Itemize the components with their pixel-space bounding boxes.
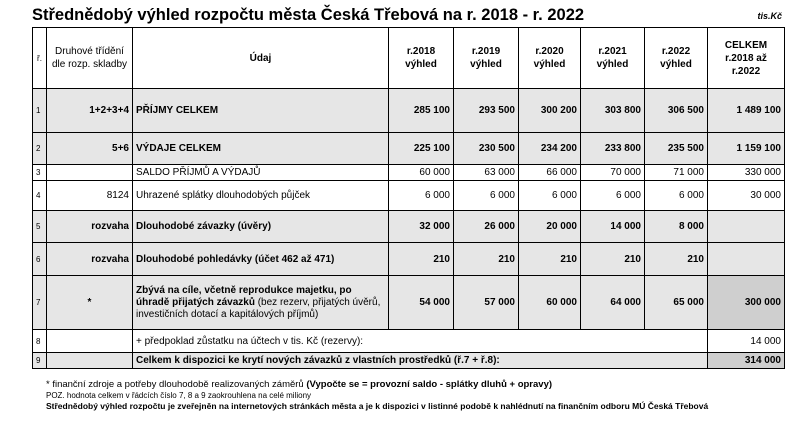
document-title: Střednědobý výhled rozpočtu města Česká Třebová na r. 2018 - r. 2022 xyxy=(32,6,585,24)
table-row xyxy=(33,181,785,211)
value-cell: 285 100 xyxy=(389,89,454,133)
value-cell: 26 000 xyxy=(454,211,519,243)
row-number: 3 xyxy=(33,165,47,181)
row-code: 1+2+3+4 xyxy=(47,89,133,133)
row-number: 2 xyxy=(33,133,47,165)
header-item: Údaj xyxy=(133,28,389,89)
budget-table xyxy=(32,27,785,369)
row-label-rest: (bez rezerv, přijatých úvěrů, investičních dotací a kapitálových příjmů) xyxy=(136,296,381,320)
header-year-2022: r.2022 výhled xyxy=(645,28,708,89)
value-cell: 6 000 xyxy=(454,181,519,211)
total-cell: 300 000 xyxy=(708,276,785,330)
value-cell: 235 500 xyxy=(645,133,708,165)
row-label: VÝDAJE CELKEM xyxy=(133,133,389,165)
footnote-rounding: POZ. hodnota celkem v řádcích číslo 7, 8 a 9 zaokrouhlena na celé miliony xyxy=(46,390,312,400)
value-cell: 306 500 xyxy=(645,89,708,133)
row-code xyxy=(47,165,133,181)
row-label xyxy=(133,276,389,330)
value-cell: 64 000 xyxy=(581,276,645,330)
value-cell: 63 000 xyxy=(454,165,519,181)
value-cell: 60 000 xyxy=(519,276,581,330)
row-number: 9 xyxy=(33,353,47,369)
table-row xyxy=(33,276,785,330)
row-label: + předpoklad zůstatku na účtech v tis. Kč (rezervy): xyxy=(133,330,708,353)
header-year-2019: r.2019 výhled xyxy=(454,28,519,89)
value-cell: 234 200 xyxy=(519,133,581,165)
footnote-funding xyxy=(46,380,708,391)
total-cell: 1 159 100 xyxy=(708,133,785,165)
footnote-funding-formula: (Vypočte se = provozní saldo - splátky dluhů + opravy) xyxy=(306,379,553,390)
table-row xyxy=(33,353,785,369)
table-row xyxy=(33,211,785,243)
value-cell: 6 000 xyxy=(581,181,645,211)
row-number: 8 xyxy=(33,330,47,353)
value-cell: 210 xyxy=(454,243,519,276)
value-cell: 32 000 xyxy=(389,211,454,243)
total-cell xyxy=(708,211,785,243)
header-year-2021: r.2021 výhled xyxy=(581,28,645,89)
value-cell: 230 500 xyxy=(454,133,519,165)
value-cell: 293 500 xyxy=(454,89,519,133)
value-cell: 57 000 xyxy=(454,276,519,330)
value-cell: 6 000 xyxy=(645,181,708,211)
total-cell: 314 000 xyxy=(708,353,785,369)
footnote-funding-text: * finanční zdroje a potřeby dlouhodobě realizovaných záměrů xyxy=(46,379,307,390)
row-label-bold: Zbývá na cíle, včetně reprodukce majetku, po úhradě přijatých závazků xyxy=(136,284,352,308)
value-cell: 60 000 xyxy=(389,165,454,181)
value-cell: 210 xyxy=(519,243,581,276)
total-cell: 1 489 100 xyxy=(708,89,785,133)
value-cell: 210 xyxy=(581,243,645,276)
row-code: * xyxy=(47,276,133,330)
table-row xyxy=(33,243,785,276)
unit-label: tis.Kč xyxy=(757,11,782,21)
row-number: 7 xyxy=(33,276,47,330)
row-code: 8124 xyxy=(47,181,133,211)
value-cell: 210 xyxy=(389,243,454,276)
value-cell: 300 200 xyxy=(519,89,581,133)
value-cell: 65 000 xyxy=(645,276,708,330)
row-label: Celkem k dispozici ke krytí nových závazků z vlastních prostředků (ř.7 + ř.8): xyxy=(133,353,708,369)
value-cell: 233 800 xyxy=(581,133,645,165)
row-number: 6 xyxy=(33,243,47,276)
table-row xyxy=(33,89,785,133)
value-cell: 225 100 xyxy=(389,133,454,165)
header-total: CELKEM r.2018 až r.2022 xyxy=(708,28,785,89)
row-code xyxy=(47,353,133,369)
value-cell: 70 000 xyxy=(581,165,645,181)
row-number: 1 xyxy=(33,89,47,133)
total-cell xyxy=(708,243,785,276)
row-code xyxy=(47,330,133,353)
total-cell: 330 000 xyxy=(708,165,785,181)
value-cell: 54 000 xyxy=(389,276,454,330)
total-cell: 14 000 xyxy=(708,330,785,353)
table-header-row xyxy=(33,28,785,89)
value-cell: 71 000 xyxy=(645,165,708,181)
value-cell: 66 000 xyxy=(519,165,581,181)
footnotes xyxy=(46,380,708,412)
table-row xyxy=(33,133,785,165)
footnote-publication: Střednědobý výhled rozpočtu je zveřejněn na internetových stránkách města a je k dispozici v listinné podobě k nahlédnutí na finančním odboru MÚ Česká Třebová xyxy=(46,401,709,411)
row-code: rozvaha xyxy=(47,211,133,243)
header-row-no: ř. xyxy=(33,28,47,89)
row-code: 5+6 xyxy=(47,133,133,165)
row-label: Dlouhodobé závazky (úvěry) xyxy=(133,211,389,243)
table-row xyxy=(33,330,785,353)
value-cell: 6 000 xyxy=(519,181,581,211)
value-cell: 303 800 xyxy=(581,89,645,133)
row-code: rozvaha xyxy=(47,243,133,276)
value-cell: 8 000 xyxy=(645,211,708,243)
table-row xyxy=(33,165,785,181)
row-number: 4 xyxy=(33,181,47,211)
header-year-2018: r.2018 výhled xyxy=(389,28,454,89)
value-cell: 210 xyxy=(645,243,708,276)
row-label: PŘÍJMY CELKEM xyxy=(133,89,389,133)
total-cell: 30 000 xyxy=(708,181,785,211)
row-label: Uhrazené splátky dlouhodobých půjček xyxy=(133,181,389,211)
row-label: Dlouhodobé pohledávky (účet 462 až 471) xyxy=(133,243,389,276)
row-number: 5 xyxy=(33,211,47,243)
value-cell: 20 000 xyxy=(519,211,581,243)
value-cell: 6 000 xyxy=(389,181,454,211)
row-label: SALDO PŘÍJMŮ A VÝDAJŮ xyxy=(133,165,389,181)
header-year-2020: r.2020 výhled xyxy=(519,28,581,89)
value-cell: 14 000 xyxy=(581,211,645,243)
header-classification: Druhové třídění dle rozp. skladby xyxy=(47,28,133,89)
